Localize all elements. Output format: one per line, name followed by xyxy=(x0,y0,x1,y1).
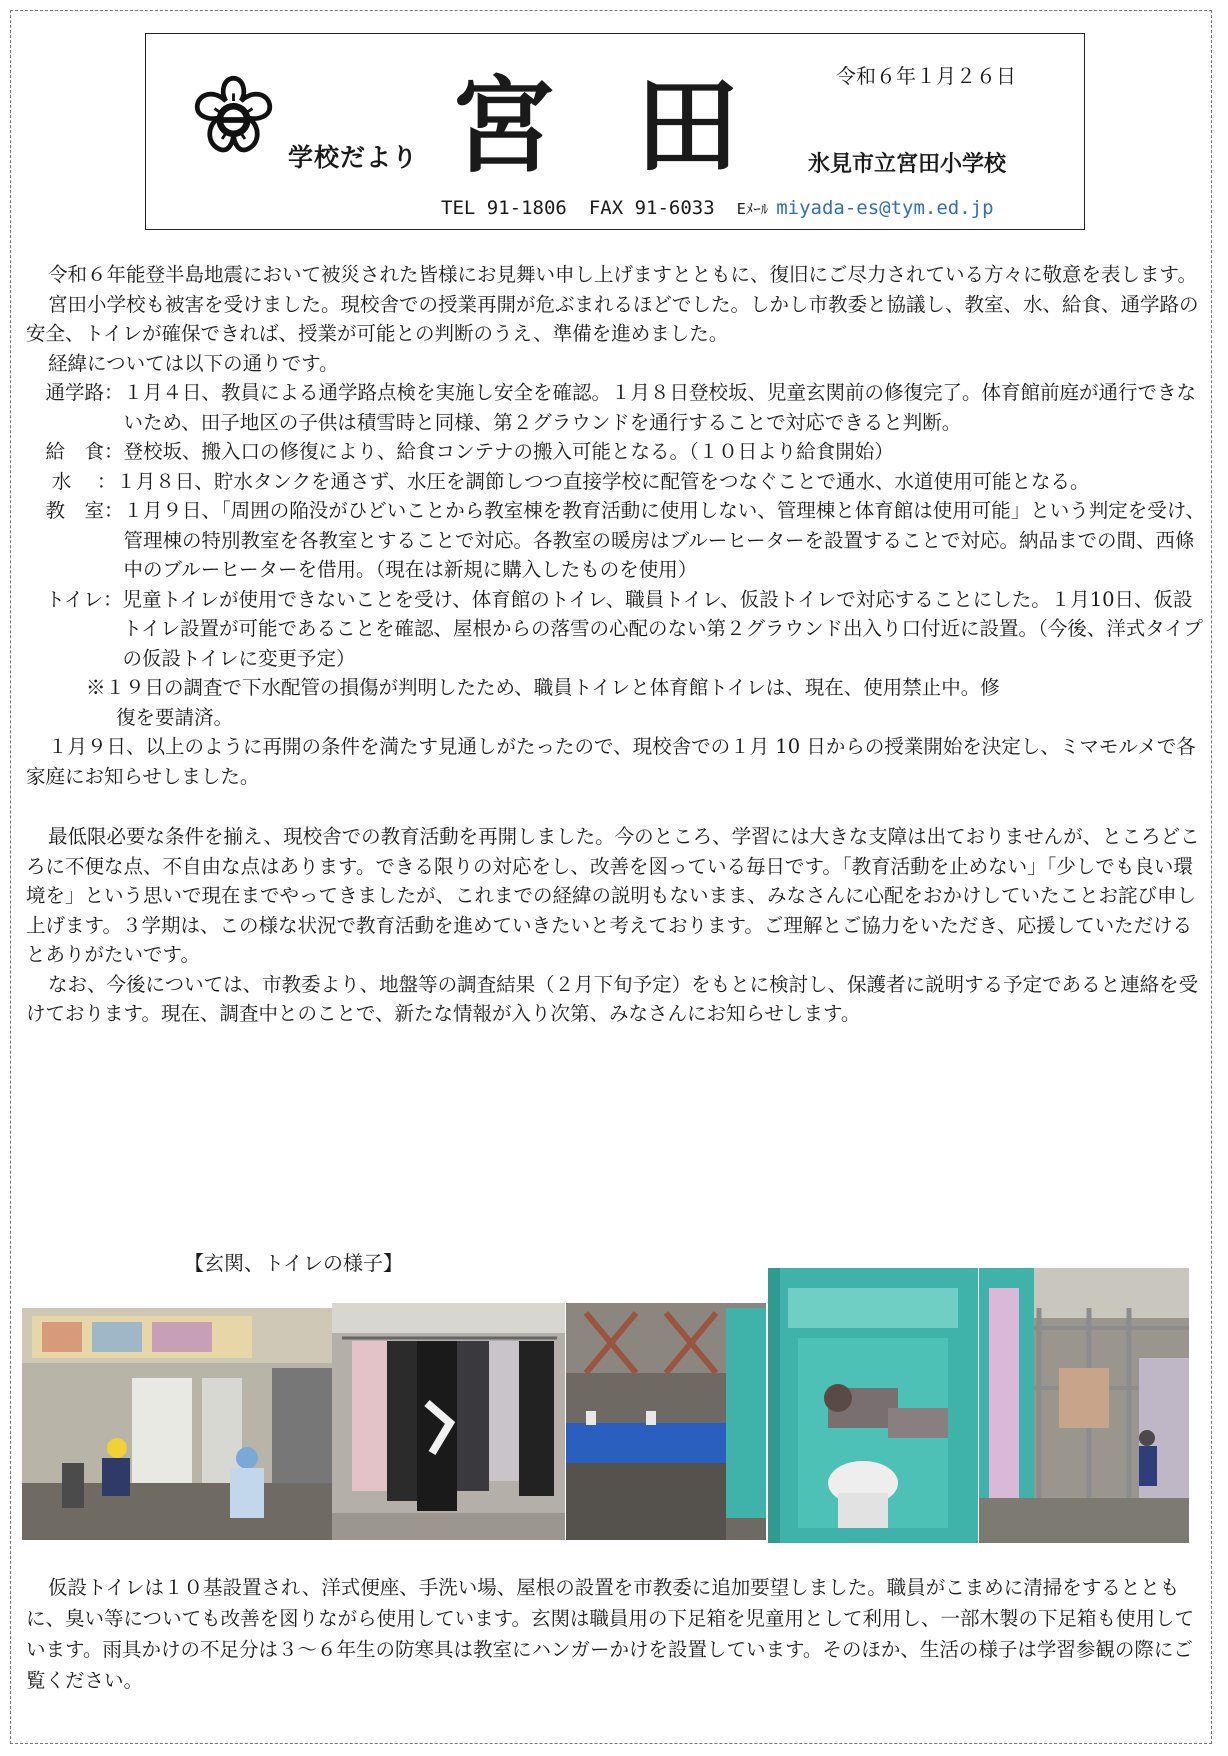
photo-entrance xyxy=(22,1308,332,1540)
intro-paragraph-3: 経緯については以下の通りです。 xyxy=(48,351,339,375)
article-body xyxy=(26,260,1206,1029)
intro-paragraph-2: 宮田小学校も被害を受けました。現校舎での授業再開が危ぶまれるほどでした。しかし市教委と協議し、教室、水、給食、通学路の安全、トイレが確保できれば、授業が可能との判断のうえ、準備を進めました。 xyxy=(26,292,1199,345)
list-item xyxy=(26,378,1206,437)
email-link[interactable]: miyada-es@tym.ed.jp xyxy=(776,197,994,219)
photo-toilet-outdoor xyxy=(979,1268,1189,1543)
email-label: Eﾒｰﾙ xyxy=(736,200,769,218)
photo-caption: 【玄関、トイレの様子】 xyxy=(184,1251,403,1275)
list-item xyxy=(26,496,1206,585)
school-emblem-icon xyxy=(186,70,281,170)
newsletter-subtitle: 学校だより xyxy=(288,143,419,172)
newsletter-title: 宮 田 xyxy=(451,64,762,187)
resume-paragraph-2: なお、今後については、市教委より、地盤等の調査結果（２月下旬予定）をもとに検討し、保護者に説明する予定であると連絡を受けております。現在、調査中とのことで、新たな情報が入り次第、みなさんにお知らせします。 xyxy=(26,972,1199,1025)
photo-toilet-interior xyxy=(768,1268,978,1543)
newsletter-header xyxy=(145,33,1085,230)
list-item xyxy=(26,467,1206,497)
intro-paragraph-1: 令和６年能登半島地震において被災された皆様にお見舞い申し上げますとともに、復旧にご尽力されている方々に敬意を表します。 xyxy=(48,263,1197,286)
item-label: トイレ： xyxy=(26,587,123,611)
list-item xyxy=(26,585,1206,674)
toilet-description-paragraph: 仮設トイレは１０基設置され、洋式便座、手洗い場、屋根の設置を市教委に追加要望しました。職員がこまめに清掃をするとともに、臭い等についても改善を図りながら使用しています。玄関は職員用の下足箱を児童用として利用し、一部木製の下足箱も使用しています。雨具かけの不足分は３～６年生の防寒具は教室にハンガーかけを設置しています。そのほか、生活の様子は学習参観の際にご覧ください。 xyxy=(26,1576,1195,1692)
item-text: 登校坂、搬入口の修復により、給食コンテナの搬入可能となる。（１０日より給食開始） xyxy=(123,440,894,463)
note-line-2: 復を要請済。 xyxy=(116,705,234,729)
note-line-1: ※１９日の調査で下水配管の損傷が判明したため、職員トイレと体育館トイレは、現在、使用禁止中。修 xyxy=(86,676,1000,699)
item-label: 教 室： xyxy=(26,499,124,522)
decision-paragraph: １月９日、以上のように再開の条件を満たす見通しがたったので、現校舎での１月 10 日からの授業開始を決定し、ミマモルメで各家庭にお知らせしました。 xyxy=(26,735,1196,788)
phone-number: TEL 91-1806 xyxy=(441,197,567,219)
photo-hand-washing xyxy=(566,1303,766,1540)
paragraph-gap xyxy=(26,791,1206,822)
issue-date: 令和６年１月２６日 xyxy=(836,64,1016,88)
item-text: １月４日、教員による通学路点検を実施し安全を確認。１月８日登校坂、児童玄関前の修復完了。体育館前庭が通行できないため、田子地区の子供は積雪時と同様、第２グラウンドを通行することで対応できると判断。 xyxy=(123,381,1197,434)
resume-paragraph-1: 最低限必要な条件を揃え、現校舎での教育活動を再開しました。今のところ、学習には大きな支障は出ておりませんが、ところどころに不便な点、不自由な点はあります。できる限りの対応をし、改善を図っている毎日です。「教育活動を止めない」「少しでも良い環境を」という思いで現在までやってきましたが、これまでの経緯の説明もないまま、みなさんに心配をおかけしていたことお詫び申し上げます。３学期は、この様な状況で教育活動を進めていきたいと考えております。ご理解とご協力をいただき、応援していただけるとありがたいです。 xyxy=(26,825,1200,966)
contact-info xyxy=(441,197,994,219)
item-text: 児童トイレが使用できないことを受け、体育館のトイレ、職員トイレ、仮設トイレで対応することにした。１月10日、仮設トイレ設置が可能であることを確認、屋根からの落雪の心配のない第２グラウンド出入り口付近に設置。（今後、洋式タイプの仮設トイレに変更予定） xyxy=(122,587,1203,670)
list-item xyxy=(26,437,1206,467)
photo-coat-rack xyxy=(332,1303,565,1540)
fax-number: FAX 91-6033 xyxy=(588,197,715,219)
item-label: 通学路： xyxy=(26,381,124,404)
item-text: １月８日、貯水タンクを通さず、水圧を調節しつつ直接学校に配管をつなぐことで通水、水道使用可能となる。 xyxy=(116,469,1090,493)
item-label: 給 食： xyxy=(26,440,124,463)
item-text: １月９日、「周囲の陥没がひどいことから教室棟を教育活動に使用しない、管理棟と体育館は使用可能」という判定を受け、管理棟の特別教室を各教室とすることで対応。各教室の暖房はブルーヒーターを設置することで対応。納品までの間、西條中のブルーヒーターを借用。（現在は新規に購入したものを使用） xyxy=(123,499,1205,581)
toilet-description xyxy=(26,1572,1206,1696)
item-label: 水 ： xyxy=(26,469,117,493)
school-name: 氷見市立宮田小学校 xyxy=(808,152,1007,177)
